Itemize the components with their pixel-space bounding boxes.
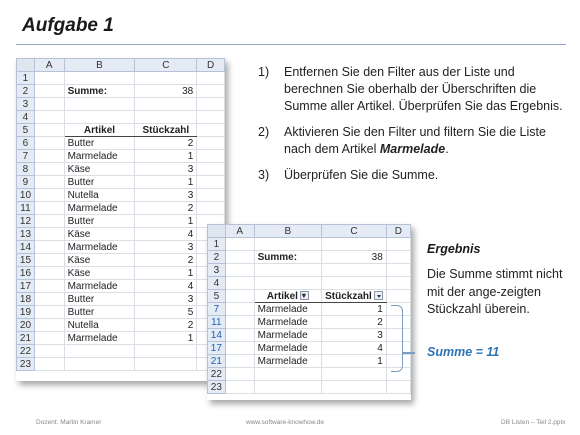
article-cell[interactable]: Marmelade — [254, 355, 321, 368]
row-header[interactable]: 21 — [208, 355, 226, 368]
select-all-corner[interactable] — [17, 59, 35, 72]
quantity-cell[interactable]: 4 — [135, 228, 197, 241]
quantity-cell[interactable]: 1 — [322, 303, 387, 316]
footer-filename: DB Listen – Teil 2.pptx — [501, 419, 566, 426]
cell[interactable] — [34, 176, 64, 189]
article-cell[interactable]: Marmelade — [64, 280, 135, 293]
row-header[interactable]: 1 — [208, 238, 226, 251]
task-step-2 — [258, 124, 563, 158]
row-header[interactable]: 20 — [17, 319, 35, 332]
article-cell[interactable]: Marmelade — [254, 329, 321, 342]
article-cell[interactable]: Käse — [64, 163, 135, 176]
row-header[interactable]: 17 — [208, 342, 226, 355]
cell[interactable] — [34, 163, 64, 176]
select-all-corner[interactable] — [208, 225, 226, 238]
column-header[interactable]: B — [254, 225, 321, 238]
task-step-1 — [258, 64, 563, 115]
row-header[interactable]: 9 — [17, 176, 35, 189]
row-header[interactable]: 6 — [17, 137, 35, 150]
table-row — [17, 176, 225, 189]
article-cell[interactable]: Butter — [64, 293, 135, 306]
quantity-cell[interactable]: 3 — [322, 329, 387, 342]
table-row — [208, 238, 411, 251]
filter-dropdown-icon[interactable] — [300, 291, 309, 300]
cell[interactable] — [254, 277, 321, 290]
row-header[interactable]: 3 — [208, 264, 226, 277]
cell[interactable] — [322, 381, 387, 394]
article-cell[interactable]: Butter — [64, 215, 135, 228]
cell[interactable] — [322, 277, 387, 290]
cell[interactable] — [34, 72, 64, 85]
table-row — [17, 332, 225, 345]
step-text-part: Aktivieren Sie den Filter und filtern Sie die Liste nach dem Artikel — [284, 125, 546, 156]
table-row — [17, 163, 225, 176]
row-header[interactable]: 2 — [17, 85, 35, 98]
cell[interactable] — [225, 277, 254, 290]
table-row — [208, 355, 411, 368]
cell[interactable] — [34, 280, 64, 293]
footer-author: Dozent: Martin Kramer — [36, 419, 102, 426]
slide-title: Aufgabe 1 — [22, 15, 114, 36]
table-row — [17, 72, 225, 85]
cell[interactable] — [135, 72, 197, 85]
article-cell[interactable]: Käse — [64, 267, 135, 280]
table-row — [208, 381, 411, 394]
row-header[interactable]: 23 — [17, 358, 35, 371]
cell[interactable] — [34, 345, 64, 358]
cell[interactable] — [34, 137, 64, 150]
row-header[interactable]: 14 — [17, 241, 35, 254]
quantity-cell[interactable]: 4 — [135, 280, 197, 293]
sheet-grid-full — [16, 58, 225, 371]
cell[interactable] — [225, 368, 254, 381]
table-row — [17, 241, 225, 254]
quantity-cell[interactable]: 1 — [135, 332, 197, 345]
row-header[interactable]: 5 — [208, 290, 226, 303]
result-heading: Ergebnis — [427, 242, 481, 256]
bracket-pointer — [403, 352, 415, 354]
table-row — [17, 98, 225, 111]
cell[interactable] — [386, 277, 410, 290]
column-header[interactable]: C — [322, 225, 387, 238]
cell[interactable] — [197, 176, 225, 189]
row-header[interactable]: 11 — [17, 202, 35, 215]
cell[interactable] — [34, 202, 64, 215]
table-row — [208, 251, 411, 264]
step-text — [284, 124, 563, 158]
table-row — [17, 124, 225, 137]
cell[interactable] — [34, 319, 64, 332]
table-row — [208, 277, 411, 290]
header-stueckzahl[interactable] — [135, 124, 197, 137]
article-cell[interactable]: Nutella — [64, 189, 135, 202]
cell[interactable] — [135, 111, 197, 124]
row-header[interactable]: 5 — [17, 124, 35, 137]
footer-website: www.software-knowhow.de — [246, 419, 325, 426]
article-cell[interactable]: Butter — [64, 176, 135, 189]
row-header[interactable]: 10 — [17, 189, 35, 202]
row-header[interactable]: 7 — [17, 150, 35, 163]
header-artikel[interactable] — [64, 124, 135, 137]
table-row — [17, 267, 225, 280]
row-header[interactable]: 8 — [17, 163, 35, 176]
cell[interactable] — [225, 355, 254, 368]
cell[interactable] — [34, 332, 64, 345]
cell[interactable] — [254, 368, 321, 381]
cell[interactable] — [135, 358, 197, 371]
cell[interactable] — [135, 345, 197, 358]
row-header[interactable]: 22 — [17, 345, 35, 358]
row-header[interactable]: 7 — [208, 303, 226, 316]
sum-label: Summe: — [254, 251, 321, 264]
header-artikel[interactable] — [254, 290, 321, 303]
cell[interactable] — [34, 98, 64, 111]
cell[interactable] — [64, 345, 135, 358]
column-header[interactable]: A — [34, 59, 64, 72]
cell[interactable] — [225, 381, 254, 394]
title-divider — [16, 44, 566, 45]
quantity-cell[interactable]: 2 — [135, 202, 197, 215]
cell[interactable] — [225, 290, 254, 303]
row-header[interactable]: 2 — [208, 251, 226, 264]
article-cell[interactable]: Käse — [64, 254, 135, 267]
cell[interactable] — [225, 238, 254, 251]
table-row — [17, 358, 225, 371]
article-cell[interactable]: Marmelade — [64, 241, 135, 254]
column-header[interactable]: D — [386, 225, 410, 238]
sum-label: Summe: — [64, 85, 135, 98]
table-row — [17, 293, 225, 306]
step-text-part: . — [445, 142, 449, 156]
quantity-cell[interactable]: 5 — [135, 306, 197, 319]
article-cell[interactable]: Marmelade — [254, 342, 321, 355]
table-row — [208, 264, 411, 277]
row-header[interactable]: 13 — [17, 228, 35, 241]
cell[interactable] — [34, 150, 64, 163]
row-header[interactable]: 14 — [208, 329, 226, 342]
cell[interactable] — [34, 189, 64, 202]
table-row — [17, 150, 225, 163]
cell[interactable] — [135, 98, 197, 111]
cell[interactable] — [225, 329, 254, 342]
cell[interactable] — [322, 238, 387, 251]
row-header[interactable]: 4 — [208, 277, 226, 290]
cell[interactable] — [225, 303, 254, 316]
table-row — [17, 137, 225, 150]
table-row — [17, 85, 225, 98]
row-header[interactable]: 11 — [208, 316, 226, 329]
cell[interactable] — [64, 98, 135, 111]
task-step-3 — [258, 167, 563, 184]
quantity-cell[interactable]: 1 — [135, 150, 197, 163]
cell[interactable] — [197, 98, 225, 111]
article-cell[interactable]: Marmelade — [64, 202, 135, 215]
quantity-cell[interactable]: 1 — [135, 215, 197, 228]
task-list — [258, 64, 563, 193]
row-header[interactable]: 12 — [17, 215, 35, 228]
row-header[interactable]: 1 — [17, 72, 35, 85]
article-cell[interactable]: Marmelade — [64, 150, 135, 163]
row-header[interactable]: 16 — [17, 267, 35, 280]
cell[interactable] — [34, 306, 64, 319]
cell[interactable] — [197, 137, 225, 150]
row-header[interactable]: 23 — [208, 381, 226, 394]
cell[interactable] — [197, 72, 225, 85]
cell[interactable] — [386, 251, 410, 264]
article-cell[interactable]: Butter — [64, 137, 135, 150]
cell[interactable] — [386, 290, 410, 303]
cell[interactable] — [34, 111, 64, 124]
sum-value[interactable]: 38 — [322, 251, 387, 264]
article-cell[interactable]: Nutella — [64, 319, 135, 332]
cell[interactable] — [197, 124, 225, 137]
quantity-cell[interactable]: 3 — [135, 163, 197, 176]
result-text: Die Summe stimmt nicht mit der ange-zeigten Stückzahl überein. — [427, 267, 563, 316]
cell[interactable] — [34, 293, 64, 306]
table-row — [208, 290, 411, 303]
header-stueckzahl-label: Stückzahl — [325, 290, 372, 302]
article-cell[interactable]: Marmelade — [254, 303, 321, 316]
table-row — [208, 368, 411, 381]
cell[interactable] — [34, 124, 64, 137]
cell[interactable] — [34, 254, 64, 267]
table-row — [17, 189, 225, 202]
spreadsheet-filtered — [207, 224, 411, 400]
dropdown-arrow-icon[interactable] — [374, 291, 383, 300]
cell[interactable] — [64, 72, 135, 85]
header-stueckzahl-label: Stückzahl — [142, 124, 190, 136]
row-header[interactable]: 19 — [17, 306, 35, 319]
column-header-row — [208, 225, 411, 238]
row-header[interactable]: 21 — [17, 332, 35, 345]
cell[interactable] — [34, 85, 64, 98]
table-row — [17, 215, 225, 228]
row-header[interactable]: 15 — [17, 254, 35, 267]
cell[interactable] — [34, 241, 64, 254]
table-row — [17, 228, 225, 241]
row-header[interactable]: 22 — [208, 368, 226, 381]
table-row — [17, 306, 225, 319]
table-row — [17, 345, 225, 358]
quantity-cell[interactable]: 2 — [135, 319, 197, 332]
table-row — [208, 316, 411, 329]
bracket-shape — [391, 305, 403, 372]
row-header[interactable]: 4 — [17, 111, 35, 124]
quantity-cell[interactable]: 3 — [135, 241, 197, 254]
quantity-cell[interactable]: 1 — [135, 267, 197, 280]
sheet-grid-filtered — [207, 224, 411, 394]
column-header[interactable]: A — [225, 225, 254, 238]
step-text: Entfernen Sie den Filter aus der Liste und berechnen Sie oberhalb der Überschriften die Summe aller Artikel. Überprüfen Sie das Ergebnis. — [284, 65, 563, 113]
header-artikel-label: Artikel — [83, 124, 116, 136]
cell[interactable] — [197, 189, 225, 202]
cell[interactable] — [34, 215, 64, 228]
table-row — [17, 111, 225, 124]
table-row — [208, 342, 411, 355]
cell[interactable] — [254, 381, 321, 394]
cell[interactable] — [254, 264, 321, 277]
column-header[interactable]: B — [64, 59, 135, 72]
step-number: 1) — [258, 65, 270, 79]
column-header[interactable]: C — [135, 59, 197, 72]
header-artikel-label: Artikel — [266, 290, 298, 302]
row-header[interactable]: 18 — [17, 293, 35, 306]
cell[interactable] — [197, 111, 225, 124]
table-row — [17, 280, 225, 293]
quantity-cell[interactable]: 2 — [135, 137, 197, 150]
step-number: 2) — [258, 125, 270, 139]
article-cell[interactable]: Käse — [64, 228, 135, 241]
quantity-cell[interactable]: 3 — [135, 189, 197, 202]
sum-value[interactable]: 38 — [135, 85, 197, 98]
cell[interactable] — [225, 251, 254, 264]
cell[interactable] — [225, 342, 254, 355]
cell[interactable] — [386, 264, 410, 277]
table-row — [17, 254, 225, 267]
cell[interactable] — [197, 202, 225, 215]
cell[interactable] — [254, 238, 321, 251]
article-cell[interactable]: Marmelade — [64, 332, 135, 345]
table-row — [208, 303, 411, 316]
cell[interactable] — [197, 85, 225, 98]
cell[interactable] — [386, 238, 410, 251]
row-header[interactable]: 3 — [17, 98, 35, 111]
step-emphasis: Marmelade — [379, 142, 446, 156]
cell[interactable] — [64, 358, 135, 371]
header-stueckzahl[interactable] — [322, 290, 387, 303]
quantity-cell[interactable]: 3 — [135, 293, 197, 306]
column-header[interactable]: D — [197, 59, 225, 72]
column-header-row — [17, 59, 225, 72]
cell[interactable] — [225, 264, 254, 277]
cell[interactable] — [322, 368, 387, 381]
cell[interactable] — [34, 358, 64, 371]
table-row — [17, 202, 225, 215]
cell[interactable] — [197, 163, 225, 176]
cell[interactable] — [386, 381, 410, 394]
quantity-cell[interactable]: 2 — [322, 316, 387, 329]
cell[interactable] — [34, 228, 64, 241]
step-number: 3) — [258, 168, 270, 182]
quantity-cell[interactable]: 4 — [322, 342, 387, 355]
spreadsheet-full — [16, 58, 225, 381]
article-cell[interactable]: Butter — [64, 306, 135, 319]
quantity-cell[interactable]: 1 — [135, 176, 197, 189]
quantity-cell[interactable]: 1 — [322, 355, 387, 368]
row-header[interactable]: 17 — [17, 280, 35, 293]
cell[interactable] — [34, 267, 64, 280]
cell[interactable] — [225, 316, 254, 329]
table-row — [17, 319, 225, 332]
step-text: Überprüfen Sie die Summe. — [284, 168, 439, 182]
cell[interactable] — [64, 111, 135, 124]
result-sum: Summe = 11 — [427, 345, 500, 359]
cell[interactable] — [322, 264, 387, 277]
table-row — [208, 329, 411, 342]
cell[interactable] — [197, 150, 225, 163]
quantity-cell[interactable]: 2 — [135, 254, 197, 267]
article-cell[interactable]: Marmelade — [254, 316, 321, 329]
